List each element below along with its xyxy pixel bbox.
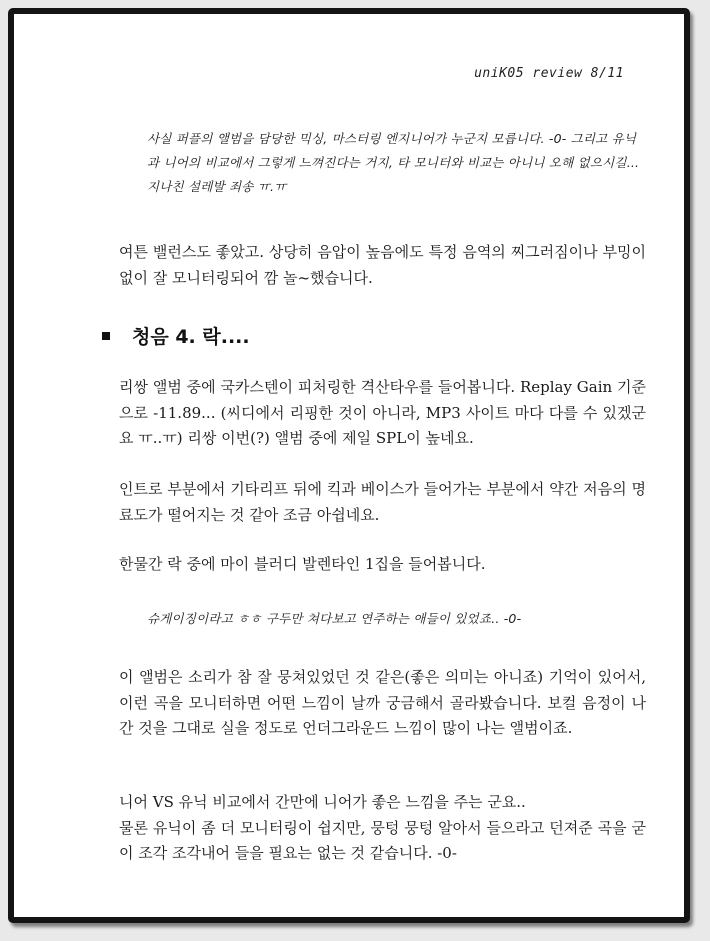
handwritten-note-shoegaze: 슈게이징이라고 ㅎㅎ 구두만 쳐다보고 연주하는 애들이 있었죠.. -0-: [147, 611, 522, 626]
handwritten-note: 사실 퍼플의 앨범을 담당한 믹싱, 마스터링 엔지니어가 누군지 모릅니다. -0- 그리고 유닉과 니어의 비교에서 그렇게 느껴진다는 거지, 타 모니터와 비교는 아니니 오해 없으시길... 지나친 설레발 죄송 ㅠ.ㅠ: [147, 131, 640, 194]
paragraph-album-pick: 한물간 락 중에 마이 블러디 발렌타인 1집을 들어봅니다.: [119, 555, 486, 573]
comparison-line-2: 물론 유닉이 좀 더 모니터링이 쉽지만, 뭉텅 뭉텅 알아서 들으라고 던져준 곡을 굳이 조각 조각내어 들을 필요는 없는 것 같습니다. -0-: [119, 818, 646, 862]
paragraph-album-memory: 이 앨범은 소리가 참 잘 뭉쳐있었던 것 같은(좋은 의미는 아니죠) 기억이 있어서, 이런 곡을 모니터하면 어떤 느낌이 날까 궁금해서 골라봤습니다. 보컬 음정이 나간 것을 그대로 실을 정도로 언더그라운드 느낌이 많이 나는 앨범이죠.: [119, 668, 646, 737]
section-heading: [102, 322, 250, 349]
paragraph-rixxang: 리쌍 앨범 중에 국카스텐이 피처링한 격산타우를 들어봅니다. Replay Gain 기준으로 -11.89... (씨디에서 리핑한 것이 아니라, MP3 사이트 마다 다를 수 있겠군요 ㅠ..ㅠ) 리쌍 이번(?) 앨범 중에 제일 SPL이 높네요.: [119, 378, 646, 447]
paragraph-balance: 여튼 밸런스도 좋았고. 상당히 음압이 높음에도 특정 음역의 찌그러짐이나 부밍이 없이 잘 모니터링되어 깜 놀~했습니다.: [119, 243, 646, 287]
square-bullet-icon: [102, 332, 110, 340]
section-heading-text: 청음 4. 락....: [132, 326, 250, 348]
page-header: uniK05 review 8/11: [474, 66, 624, 81]
paragraph-intro: 인트로 부분에서 기타리프 뒤에 킥과 베이스가 들어가는 부분에서 약간 저음의 명료도가 떨어지는 것 같아 조금 아쉽네요.: [119, 480, 646, 524]
comparison-line-1: 니어 VS 유닉 비교에서 간만에 니어가 좋은 느낌을 주는 군요..: [119, 793, 526, 811]
paragraph-comparison: [119, 790, 646, 867]
document-page: [8, 8, 690, 923]
